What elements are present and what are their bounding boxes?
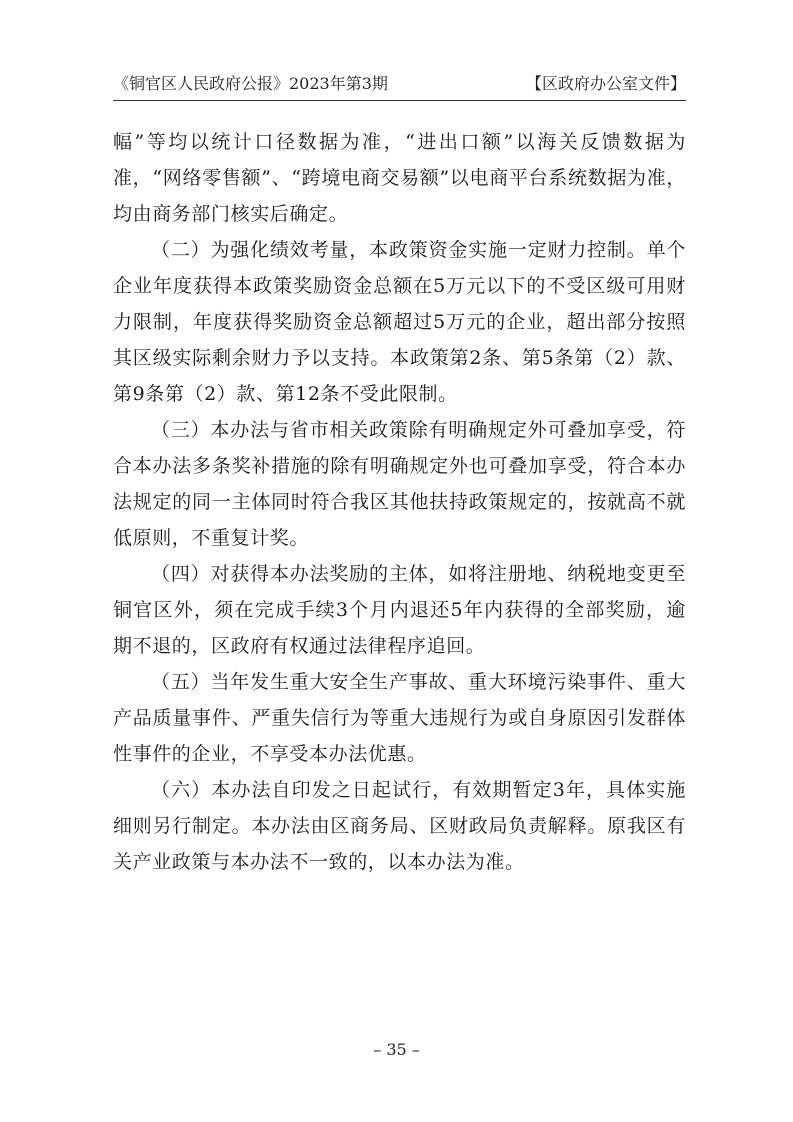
page-header <box>113 74 686 94</box>
page-number: – 35 – <box>373 1040 420 1059</box>
document-body <box>113 124 686 880</box>
paragraph-item-4: （四）对获得本办法奖励的主体，如将注册地、纳税地变更至铜官区外，须在完成手续3个月内退还5年内获得的全部奖励，逾期不退的，区政府有权通过法律程序追回。 <box>113 563 686 657</box>
paragraph-item-5: （五）当年发生重大安全生产事故、重大环境污染事件、重大产品质量事件、严重失信行为等重大违规行为或自身原因引发群体性事件的企业，不享受本办法优惠。 <box>113 671 686 765</box>
header-divider <box>113 100 686 101</box>
header-section-label: 【区政府办公室文件】 <box>525 74 686 93</box>
paragraph-item-2: （二）为强化绩效考量，本政策资金实施一定财力控制。单个企业年度获得本政策奖励资金总额在5万元以下的不受区级可用财力限制，年度获得奖励资金总额超过5万元的企业，超出部分按照其区级实际剩余财力予以支持。本政策第2条、第5条第（2）款、第9条第（2）款、第12条不受此限制。 <box>113 239 686 405</box>
paragraph-continuation: 幅”等均以统计口径数据为准，“进出口额”以海关反馈数据为准，“网络零售额”、“跨境电商交易额”以电商平台系统数据为准，均由商务部门核实后确定。 <box>113 131 686 225</box>
header-publication-title: 《铜官区人民政府公报》2023年第3期 <box>113 74 388 93</box>
paragraph-item-6: （六）本办法自印发之日起试行，有效期暂定3年，具体实施细则另行制定。本办法由区商务局、区财政局负责解释。原我区有关产业政策与本办法不一致的，以本办法为准。 <box>113 779 686 873</box>
paragraph-item-3: （三）本办法与省市相关政策除有明确规定外可叠加享受，符合本办法多条奖补措施的除有明确规定外也可叠加享受，符合本办法规定的同一主体同时符合我区其他扶持政策规定的，按就高不就低原则，不重复计奖。 <box>113 419 686 549</box>
